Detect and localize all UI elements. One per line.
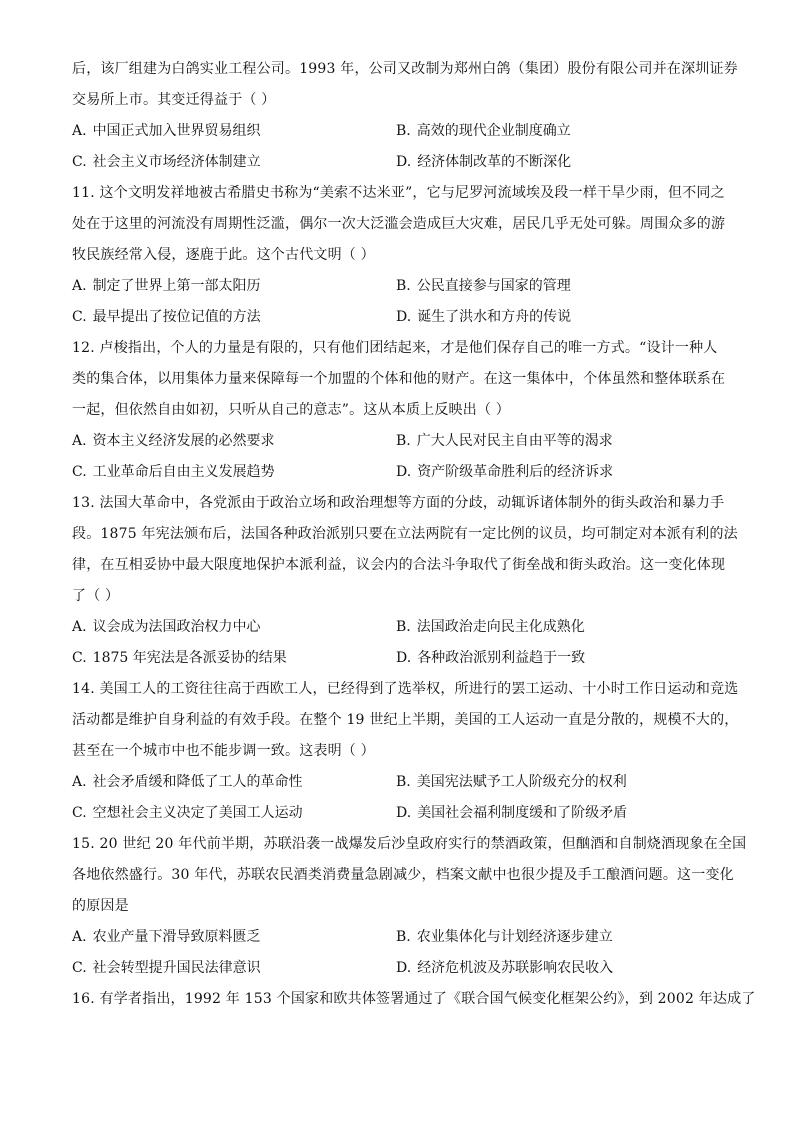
option-d[interactable]: D. 诞生了洪水和方舟的传说 [396, 309, 572, 325]
option-c[interactable]: C. 最早提出了按位记值的方法 [72, 309, 261, 325]
stem-line: 一起，但依然自由如初，只听从自己的意志”。这从本质上反映出（ ） [72, 402, 511, 418]
question-11 [72, 182, 726, 337]
stem-line: 各地依然盛行。30 年代，苏联农民酒类消费量急剧减少，档案文献中也很少提及手工酿酒问题。这一变化 [72, 867, 734, 883]
question-stem [72, 337, 726, 421]
option-c[interactable]: C. 社会主义市场经济体制建立 [72, 154, 261, 170]
option-b[interactable]: B. 法国政治走向民主化成熟化 [396, 619, 585, 635]
stem-line: 16. 有学者指出，1992 年 153 个国家和欧共体签署通过了《联合国气候变化框架公约》，到 2002 年达成了 [72, 991, 756, 1007]
options [72, 926, 722, 988]
stem-line: 后，该厂组建为白鸽实业工程公司。1993 年，公司又改制为郑州白鸽（集团）股份有限公司并在深圳证券 [72, 61, 738, 77]
option-c[interactable]: C. 1875 年宪法是各派妥协的结果 [72, 650, 287, 666]
options [72, 120, 722, 182]
option-d[interactable]: D. 资产阶级革命胜利后的经济诉求 [396, 464, 614, 480]
stem-line: 活动都是维护自身利益的有效手段。在整个 19 世纪上半期，美国的工人运动一直是分散的，规模不大的， [72, 712, 739, 728]
stem-line: 处在于这里的河流没有周期性泛滥，偶尔一次大泛滥会造成巨大灾难，居民几乎无处可躲。周围众多的游 [72, 216, 726, 232]
question-14 [72, 678, 739, 833]
question-12 [72, 337, 726, 492]
stem-line: 15. 20 世纪 20 年代前半期，苏联沿袭一战爆发后沙皇政府实行的禁酒政策，但酗酒和自制烧酒现象在全国 [72, 836, 747, 852]
stem-line: 牧民族经常入侵，逐鹿于此。这个古代文明（ ） [72, 247, 375, 263]
stem-line: 类的集合体，以用集体力量来保障每一个加盟的个体和他的财产。在这一集体中，个体虽然和整体联系在 [72, 371, 726, 387]
question-stem [72, 678, 739, 762]
option-a[interactable]: A. 农业产量下滑导致原料匮乏 [72, 929, 261, 945]
options [72, 275, 722, 337]
question-stem [72, 988, 756, 1010]
question-stem [72, 182, 726, 266]
question-13 [72, 492, 738, 678]
stem-line: 交易所上市。其变迁得益于（ ） [72, 92, 276, 108]
stem-line: 段。1875 年宪法颁布后，法国各种政治派别只要在立法两院有一定比例的议员，均可制定对本派有利的法 [72, 526, 738, 542]
option-b[interactable]: B. 美国宪法赋予工人阶级充分的权利 [396, 774, 627, 790]
option-a[interactable]: A. 议会成为法国政治权力中心 [72, 619, 261, 635]
option-d[interactable]: D. 美国社会福利制度缓和了阶级矛盾 [396, 805, 628, 821]
option-b[interactable]: B. 公民直接参与国家的管理 [396, 278, 571, 294]
option-d[interactable]: D. 经济危机波及苏联影响农民收入 [396, 960, 614, 976]
option-c[interactable]: C. 工业革命后自由主义发展趋势 [72, 464, 275, 480]
stem-line: 12. 卢梭指出，个人的力量是有限的，只有他们团结起来，才是他们保存自己的唯一方式。“设计一种人 [72, 340, 718, 356]
question-stem [72, 833, 747, 917]
option-b[interactable]: B. 高效的现代企业制度确立 [396, 123, 571, 139]
option-a[interactable]: A. 中国正式加入世界贸易组织 [72, 123, 261, 139]
question-lead [72, 58, 738, 182]
question-stem [72, 58, 738, 111]
option-a[interactable]: A. 资本主义经济发展的必然要求 [72, 433, 275, 449]
question-15 [72, 833, 747, 988]
stem-line: 的原因是 [72, 898, 129, 914]
question-16 [72, 988, 756, 1010]
options [72, 771, 722, 833]
option-a[interactable]: A. 制定了世界上第一部太阳历 [72, 278, 261, 294]
stem-line: 了（ ） [72, 588, 120, 604]
option-b[interactable]: B. 农业集体化与计划经济逐步建立 [396, 929, 613, 945]
option-c[interactable]: C. 空想社会主义决定了美国工人运动 [72, 805, 303, 821]
option-d[interactable]: D. 各种政治派别利益趋于一致 [396, 650, 586, 666]
stem-line: 甚至在一个城市中也不能步调一致。这表明（ ） [72, 743, 375, 759]
stem-line: 11. 这个文明发祥地被古希腊史书称为“美索不达米亚”，它与尼罗河流域埃及段一样干旱少雨，但不同之 [72, 185, 725, 201]
option-d[interactable]: D. 经济体制改革的不断深化 [396, 154, 572, 170]
stem-line: 律，在互相妥协中最大限度地保护本派利益，议会内的合法斗争取代了街垒战和街头政治。这一变化体现 [72, 557, 726, 573]
option-a[interactable]: A. 社会矛盾缓和降低了工人的革命性 [72, 774, 303, 790]
option-c[interactable]: C. 社会转型提升国民法律意识 [72, 960, 261, 976]
options [72, 616, 722, 678]
option-b[interactable]: B. 广大人民对民主自由平等的渴求 [396, 433, 613, 449]
question-stem [72, 492, 738, 607]
options [72, 430, 722, 492]
stem-line: 13. 法国大革命中，各党派由于政治立场和政治理想等方面的分歧，动辄诉诸体制外的街头政治和暴力手 [72, 495, 725, 511]
stem-line: 14. 美国工人的工资往往高于西欧工人，已经得到了选举权，所进行的罢工运动、十小时工作日运动和竞选 [72, 681, 739, 697]
